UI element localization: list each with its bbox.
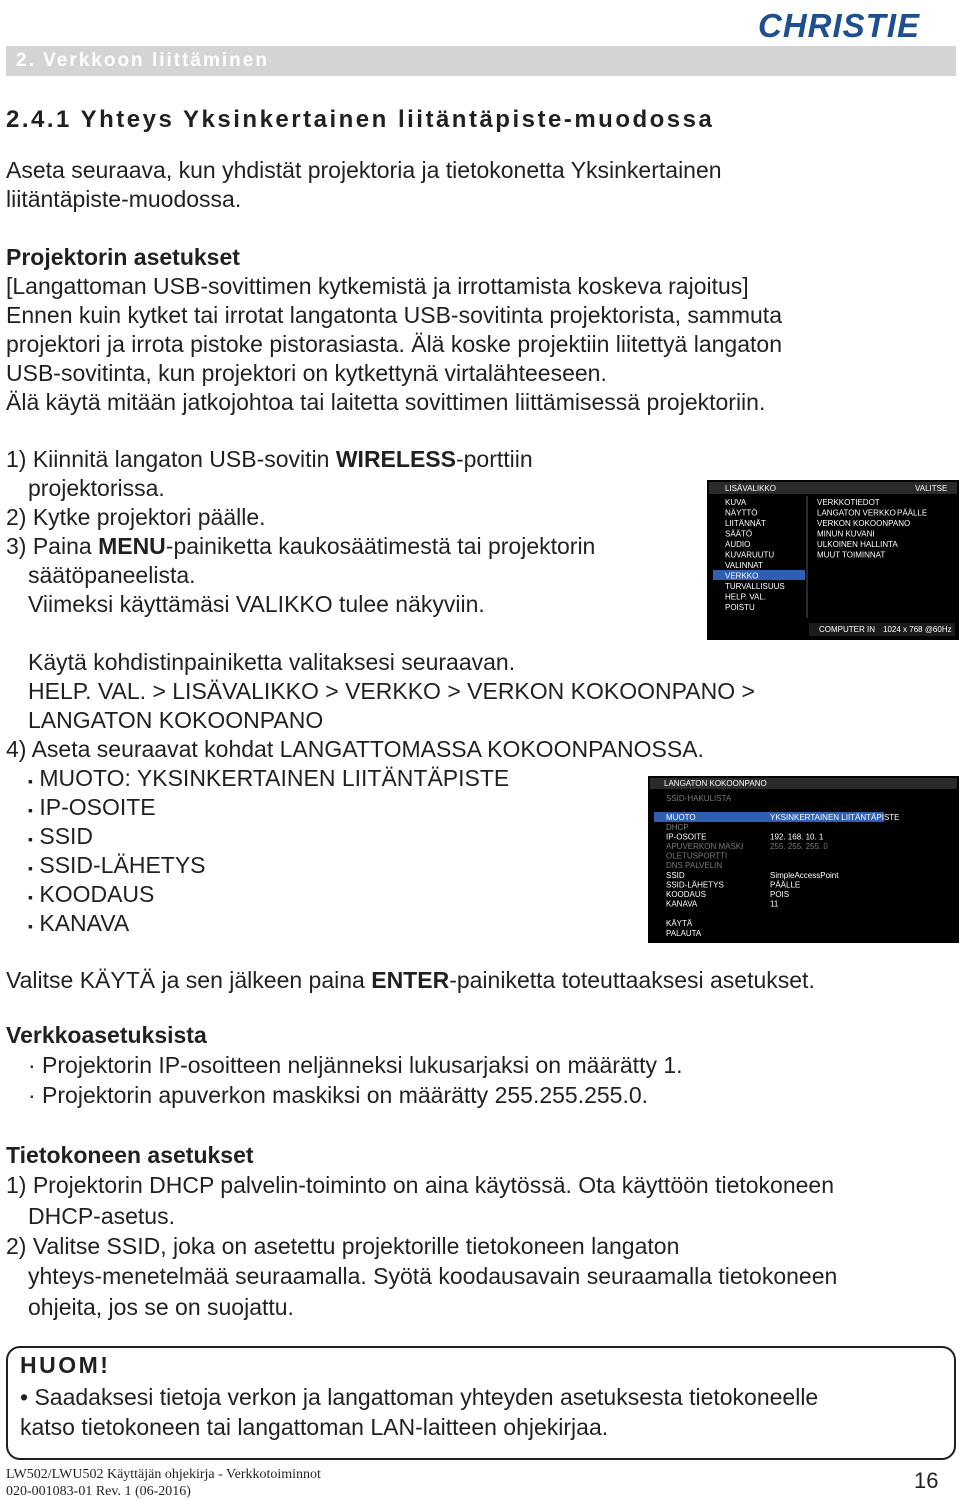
menu2-row-value: YKSINKERTAINEN LIITÄNTÄPISTE (770, 813, 900, 822)
projector-settings-line: [Langattoman USB-sovittimen kytkemistä ja irrottamista koskeva rajoitus] (6, 273, 749, 299)
intro-line-2: liitäntäpiste-muodossa. (6, 186, 242, 212)
note-line: • Saadaksesi tietoja verkon ja langattoman yhteyden asetuksesta tietokoneelle (20, 1384, 819, 1410)
menu1-sub-item: LANGATON VERKKO (817, 508, 896, 518)
wireless-setup-screenshot (648, 776, 959, 943)
menu1-item: POISTU (725, 603, 755, 612)
menu2-back: PALAUTA (666, 929, 702, 938)
computer-settings-line: 1) Projektorin DHCP palvelin-toiminto on aina käytössä. Ota käyttöön tietokoneen (6, 1172, 835, 1198)
intro-line-1: Aseta seuraava, kun yhdistät projektoria ja tietokonetta Yksinkertainen (6, 157, 722, 183)
computer-settings-line: yhteys-menetelmää seuraamalla. Syötä koodausavain seuraamalla tietokoneen (28, 1263, 838, 1289)
step-1: 1) Kiinnitä langaton USB-sovitin WIRELESS-porttiin (6, 446, 533, 472)
menu1-item: TURVALLISUUS (725, 582, 785, 591)
menu2-row-value: 192. 168. 10. 1 (770, 832, 824, 842)
menu1-header-right: VALITSE (915, 484, 948, 493)
advanced-menu-screenshot (707, 480, 959, 640)
menu2-row-label-selected: MUOTO (666, 813, 696, 822)
menu2-row-value: 255. 255. 255. 0 (770, 842, 828, 851)
menu2-row-label: IP-OSOITE (666, 832, 707, 842)
menu2-row-value: PÄÄLLE (770, 880, 801, 890)
menu2-row-label: APUVERKON MASKI (666, 842, 744, 851)
menu2-row-label: SSID-HAKULISTA (666, 794, 732, 803)
note-line: katso tietokoneen tai langattoman LAN-laitteen ohjekirjaa. (20, 1414, 609, 1440)
projector-settings-title: Projektorin asetukset (6, 244, 240, 270)
network-settings-item: · Projektorin IP-osoitteen neljänneksi lukusarjaksi on määrätty 1. (28, 1052, 683, 1078)
menu2-row-value: POIS (770, 890, 790, 899)
footer-revision: 020-001083-01 Rev. 1 (06-2016) (6, 1484, 191, 1499)
menu1-header-left: LISÄVALIKKO (725, 484, 776, 493)
step-3-note: Viimeksi käyttämäsi VALIKKO tulee näkyviin. (28, 591, 485, 617)
step-1-cont: projektorissa. (28, 475, 165, 501)
computer-settings-line: DHCP-asetus. (28, 1203, 175, 1229)
menu-path-cont: LANGATON KOKOONPANO (28, 707, 324, 733)
menu1-item: KUVA (725, 498, 747, 507)
christie-logo (756, 6, 954, 42)
menu2-row-label: SSID (666, 871, 685, 880)
menu1-item: SÄÄTÖ (725, 529, 753, 539)
note-title: HUOM! (20, 1352, 111, 1378)
logo-text: CHRISTIE (758, 7, 921, 42)
menu-path: HELP. VAL. > LISÄVALIKKO > VERKKO > VERKON KOKOONPANO > (28, 678, 755, 704)
menu1-item-selected: VERKKO (725, 571, 759, 581)
projector-settings-line: projektori ja irrota pistoke pistorasiasta. Älä koske projektiin liitettyä langaton (6, 331, 782, 357)
note-box (6, 1346, 956, 1460)
network-settings-item: · Projektorin apuverkon maskiksi on määrätty 255.255.255.0. (28, 1082, 649, 1108)
computer-settings-line: ohjeita, jos se on suojattu. (28, 1294, 294, 1320)
menu2-row-label: KANAVA (666, 899, 698, 909)
menu2-row-label: OLETUSPORTTI (666, 851, 728, 861)
menu1-item: AUDIO (725, 540, 751, 549)
menu1-item: VALINNAT (725, 561, 763, 570)
page-number: 16 (914, 1468, 939, 1493)
step-3-cont: säätöpaneelista. (28, 562, 196, 588)
menu1-sub-item: MUUT TOIMINNAT (817, 550, 886, 560)
menu1-sub-item: MINUN KUVANI (817, 529, 875, 539)
page-heading: 2.4.1 Yhteys Yksinkertainen liitäntäpiste-muodossa (6, 106, 715, 133)
menu2-row-value: 11 (770, 899, 779, 909)
bullet-item: ▪ SSID-LÄHETYS (28, 852, 206, 878)
computer-settings-line: 2) Valitse SSID, joka on asetettu projektorille tietokoneen langaton (6, 1233, 680, 1259)
menu1-footer-left: COMPUTER IN (819, 625, 875, 634)
menu1-footer-right: 1024 x 768 @60Hz (883, 625, 952, 634)
computer-settings-title: Tietokoneen asetukset (6, 1142, 254, 1168)
menu2-apply: KÄYTÄ (666, 919, 693, 928)
bullet-item: ▪ KANAVA (28, 910, 130, 936)
menu1-sub-value: PÄÄLLE (897, 508, 928, 518)
projector-settings-line: Ennen kuin kytket tai irrotat langatonta USB-sovitinta projektorista, sammuta (6, 302, 782, 328)
step-3: 3) Paina MENU-painiketta kaukosäätimestä tai projektorin (6, 533, 596, 559)
projector-settings-line: Älä käytä mitään jatkojohtoa tai laitetta sovittimen liittämisessä projektoriin. (6, 389, 766, 415)
menu1-item: NÄYTTÖ (725, 508, 758, 518)
projector-settings-line: USB-sovitinta, kun projektori on kytkettynä virtalähteeseen. (6, 360, 607, 386)
menu1-sub-item: ULKOINEN HALLINTA (817, 540, 898, 549)
section-title: 2. Verkkoon liittäminen (16, 50, 269, 71)
menu1-item: LIITÄNNÄT (725, 519, 766, 528)
network-settings-title: Verkkoasetuksista (6, 1022, 207, 1048)
menu2-row-value: SimpleAccessPoint (770, 871, 839, 880)
step-3-nav: Käytä kohdistinpainiketta valitaksesi seuraavan. (28, 649, 516, 675)
menu1-sub-item: VERKKOTIEDOT (817, 498, 880, 507)
footer-doc-info (6, 1466, 321, 1500)
footer-title: LW502/LWU502 Käyttäjän ohjekirja - Verkkotoiminnot (6, 1467, 321, 1482)
bullet-item: ▪ IP-OSOITE (28, 794, 156, 820)
menu2-row-label: KOODAUS (666, 890, 707, 899)
menu2-row-label: SSID-LÄHETYS (666, 880, 724, 890)
menu2-title: LANGATON KOKOONPANO (664, 779, 767, 788)
menu2-row-label: DHCP (666, 823, 689, 832)
section-header-bar (6, 46, 956, 76)
menu1-item: KUVARUUTU (725, 550, 775, 560)
step-4: 4) Aseta seuraavat kohdat LANGATTOMASSA KOKOONPANOSSA. (6, 736, 704, 762)
menu2-row-label: DNS PALVELIN (666, 861, 723, 870)
apply-instruction: Valitse KÄYTÄ ja sen jälkeen paina ENTER-painiketta toteuttaaksesi asetukset. (6, 967, 815, 993)
menu1-item: HELP. VAL. (725, 592, 767, 602)
step-2: 2) Kytke projektori päälle. (6, 504, 266, 530)
bullet-item: ▪ MUOTO: YKSINKERTAINEN LIITÄNTÄPISTE (28, 765, 510, 791)
bullet-item: ▪ KOODAUS (28, 881, 155, 907)
menu1-sub-item: VERKON KOKOONPANO (817, 519, 911, 528)
bullet-item: ▪ SSID (28, 823, 94, 849)
